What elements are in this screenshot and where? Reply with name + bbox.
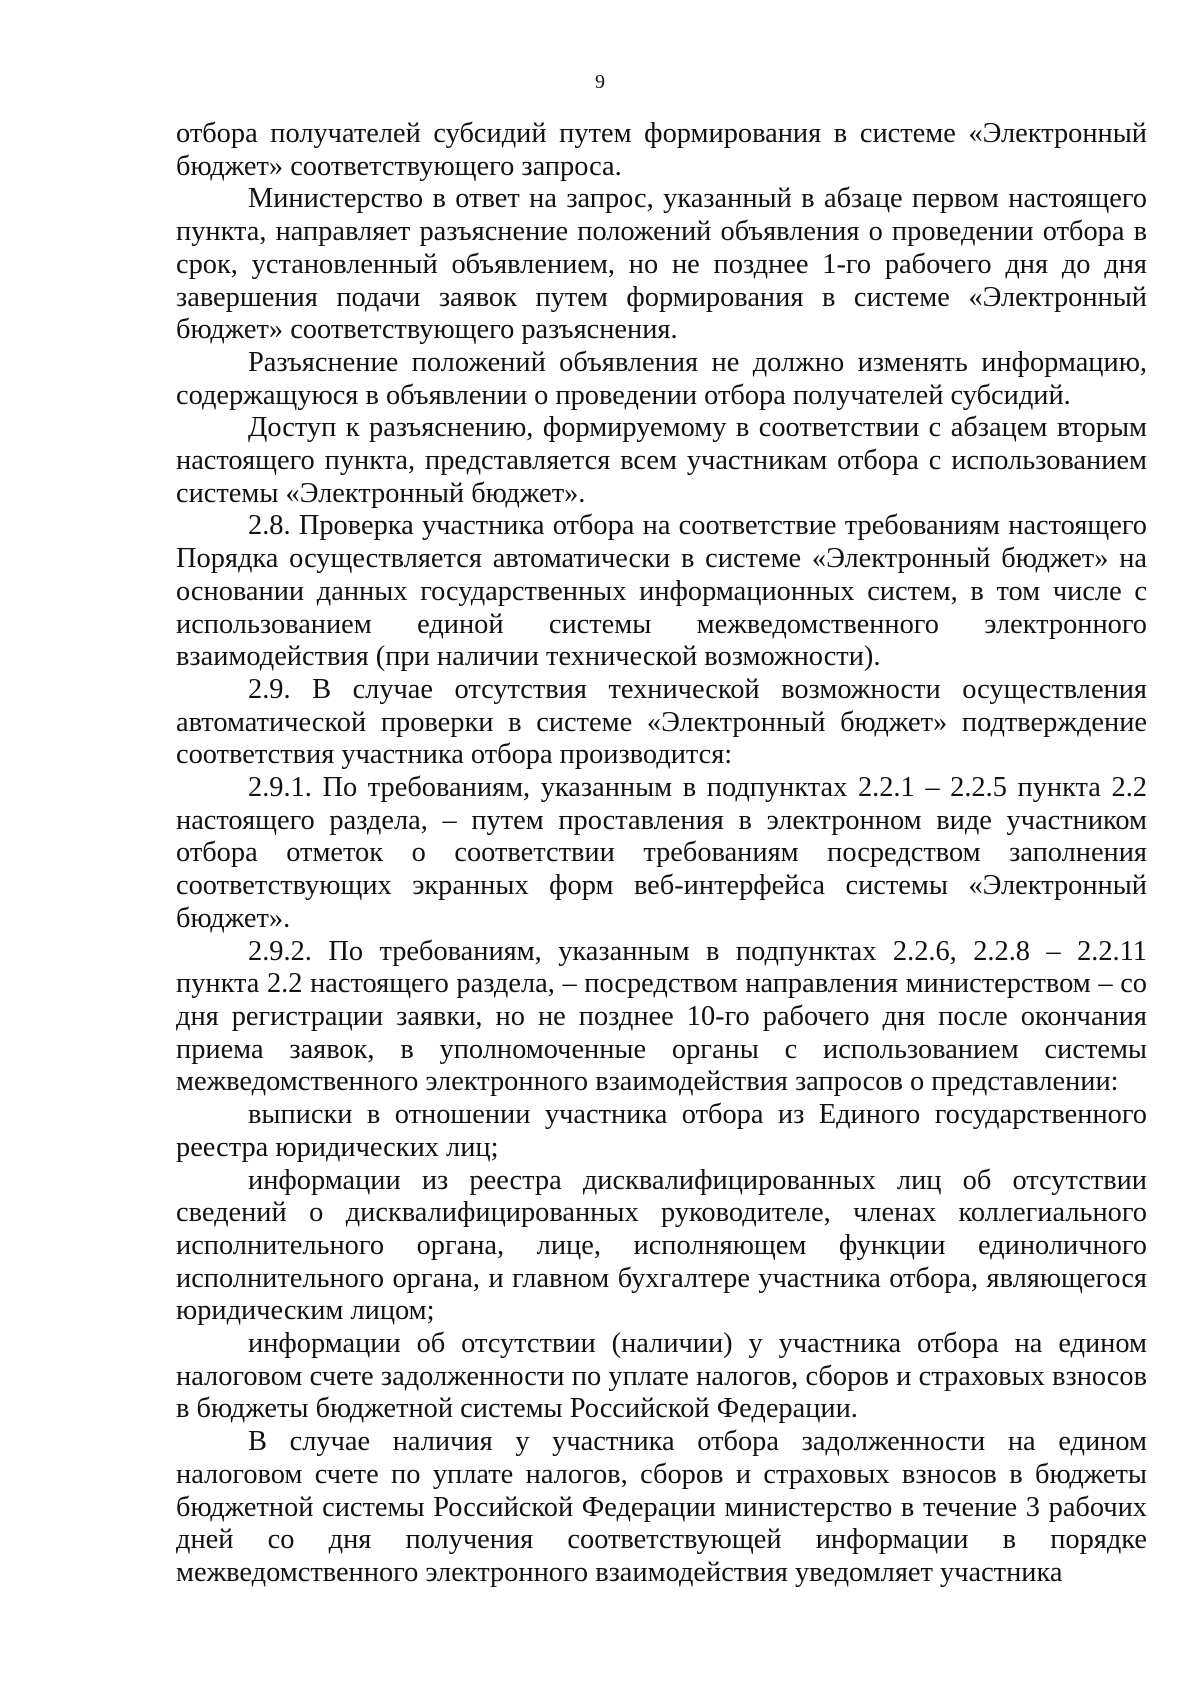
paragraph: Разъяснение положений объявления не должно изменять информацию, содержащуюся в объявлении о проведении отбора получателей субсидий. xyxy=(176,346,1147,411)
paragraph: отбора получателей субсидий путем формирования в системе «Электронный бюджет» соответствующего запроса. xyxy=(176,118,1147,182)
page-number: 9 xyxy=(595,71,605,93)
paragraph-section-2-8: 2.8. Проверка участника отбора на соответствие требованиям настоящего Порядка осуществляется автоматически в системе «Электронный бюджет» на основании данных государственных информационных систем, в том числе с использованием единой системы межведомственного электронного взаимодействия (при наличии технической возможности). xyxy=(176,510,1147,673)
paragraph-section-2-9-2: 2.9.2. По требованиям, указанным в подпунктах 2.2.6, 2.2.8 – 2.2.11 пункта 2.2 настоящего раздела, – посредством направления министерством – со дня регистрации заявки, но не позднее 10-го рабочего дня после окончания приема заявок, в уполномоченные органы с использованием системы межведомственного электронного взаимодействия запросов о представлении: xyxy=(176,935,1147,1098)
paragraph: Министерство в ответ на запрос, указанный в абзаце первом настоящего пункта, направляет разъяснение положений объявления о проведении отбора в срок, установленный объявлением, но не позднее 1-го рабочего дня до дня завершения подачи заявок путем формирования в системе «Электронный бюджет» соответствующего разъяснения. xyxy=(176,183,1147,346)
document-body xyxy=(176,118,1147,1590)
paragraph: информации об отсутствии (наличии) у участника отбора на едином налоговом счете задолженности по уплате налогов, сборов и страховых взносов в бюджеты бюджетной системы Российской Федерации. xyxy=(176,1328,1147,1425)
paragraph: В случае наличия у участника отбора задолженности на едином налоговом счете по уплате налогов, сборов и страховых взносов в бюджеты бюджетной системы Российской Федерации министерство в течение 3 рабочих дней со дня получения соответствующей информации в порядке межведомственного электронного взаимодействия уведомляет участника xyxy=(176,1426,1147,1588)
paragraph-section-2-9-1: 2.9.1. По требованиям, указанным в подпунктах 2.2.1 – 2.2.5 пункта 2.2 настоящего раздела, – путем проставления в электронном виде участником отбора отметок о соответствии требованиям посредством заполнения соответствующих экранных форм веб-интерфейса системы «Электронный бюджет». xyxy=(176,772,1147,934)
paragraph: Доступ к разъяснению, формируемому в соответствии с абзацем вторым настоящего пункта, представляется всем участникам отбора с использованием системы «Электронный бюджет». xyxy=(176,412,1147,509)
paragraph: информации из реестра дисквалифицированных лиц об отсутствии сведений о дисквалифицированных руководителе, членах коллегиального исполнительного органа, лице, исполняющем функции единоличного исполнительного органа, и главном бухгалтере участника отбора, являющегося юридическим лицом; xyxy=(176,1164,1147,1327)
paragraph: выписки в отношении участника отбора из Единого государственного реестра юридических лиц; xyxy=(176,1099,1147,1163)
paragraph-section-2-9: 2.9. В случае отсутствия технической возможности осуществления автоматической проверки в системе «Электронный бюджет» подтверждение соответствия участника отбора производится: xyxy=(176,673,1147,771)
